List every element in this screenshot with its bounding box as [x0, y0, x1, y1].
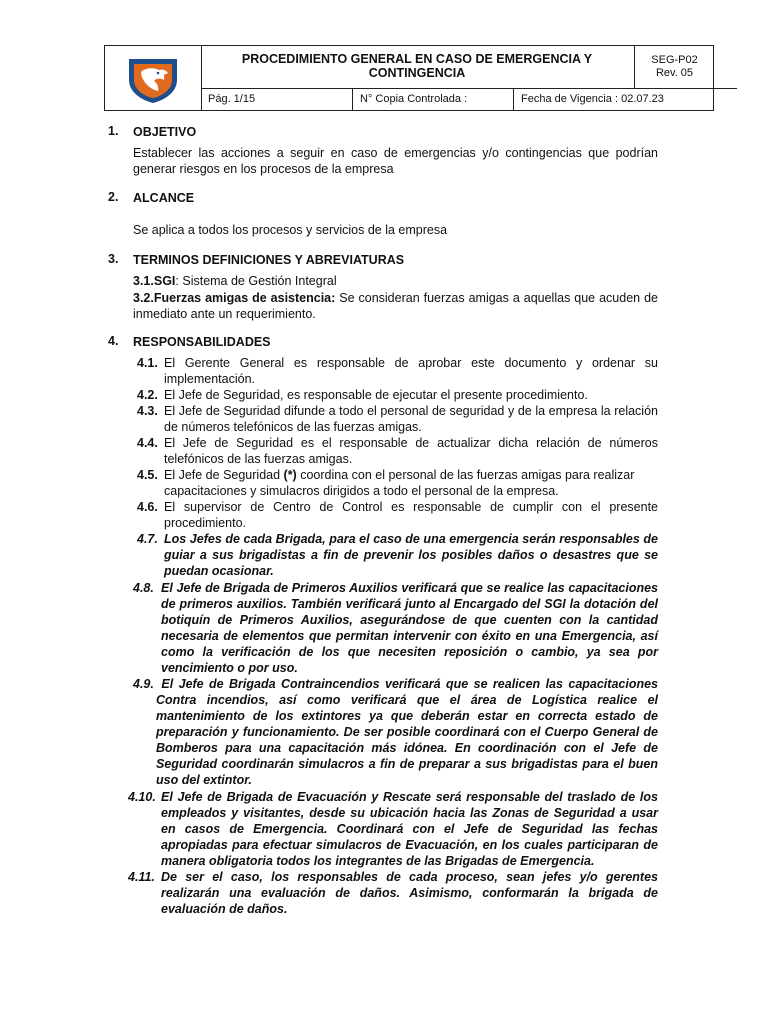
- item-number: 4.8.: [133, 581, 154, 595]
- section-4-title: RESPONSABILIDADES: [133, 335, 271, 349]
- item-text: El supervisor de Centro de Control es responsable de cumplir con el presente procedimiento.: [164, 500, 658, 530]
- definition-term: Fuerzas amigas de asistencia:: [153, 291, 336, 305]
- item-number: 4.10.: [128, 790, 156, 804]
- item-number: 4.11.: [128, 870, 155, 884]
- item-text: El Jefe de Brigada de Evacuación y Rescate será responsable del traslado de los empleados y visitantes, desde su ubicación hacia las Zonas de Seguridad a usar en casos de Emergencia. Coordinará con el Jefe de Seguridad las fechas apropiadas para efectuar simulacros de Evacuación, en los cuales participaran de manera obligatoria todos los integrantes de las Brigadas de Emergencia.: [161, 790, 658, 868]
- code-cell: [634, 46, 714, 89]
- responsibility-item: [137, 531, 658, 579]
- definition-fuerzas-amigas: [133, 290, 658, 322]
- item-text: El Jefe de Seguridad difunde a todo el personal de seguridad y de la empresa la relación de números telefónicos de las fuerzas amigas.: [164, 404, 658, 434]
- section-4-number: 4.: [108, 334, 119, 348]
- document-title: PROCEDIMIENTO GENERAL EN CASO DE EMERGENCIA Y CONTINGENCIA: [241, 52, 593, 80]
- responsibility-item: [137, 355, 658, 387]
- item-number: 4.9.: [133, 677, 154, 691]
- definition-number: 3.2.: [133, 291, 154, 305]
- section-1-number: 1.: [108, 124, 119, 138]
- responsibility-item: [137, 467, 658, 499]
- section-2-text: Se aplica a todos los procesos y servicios de la empresa: [133, 223, 448, 237]
- section-2-number: 2.: [108, 190, 119, 204]
- section-2-title: ALCANCE: [133, 191, 195, 205]
- section-1-title: OBJETIVO: [133, 125, 197, 139]
- item-number: 4.3.: [137, 404, 158, 418]
- item-text: El Jefe de Brigada Contraincendios verificará que se realicen las capacitaciones Contra incendios, así como verificará que el área de Logística realice el mantenimiento de los extintores ya que deberán estar en correcta estado de preparación y funcionamiento. De ser posible coordinará con el Cuerpo General de Bomberos para una capacitación más idónea. En coordinación con el Jefe de Seguridad coordinarán simulacros a fin de preparar a sus brigadistas para el buen uso del extintor.: [156, 677, 658, 787]
- responsibility-item: [137, 499, 658, 531]
- item-text: El Gerente General es responsable de aprobar este documento y ordenar su implementación.: [164, 356, 658, 386]
- item-text: El Jefe de Seguridad: [164, 468, 284, 482]
- item-number: 4.2.: [137, 388, 158, 402]
- effective-date: Fecha de Vigencia : 02.07.23: [513, 89, 714, 110]
- item-number: 4.6.: [137, 500, 158, 514]
- logo-cell: [105, 46, 202, 110]
- definition-number: 3.1.: [133, 274, 154, 288]
- item-number: 4.7.: [137, 532, 158, 546]
- document-revision: Rev. 05: [655, 67, 694, 79]
- responsibility-item: [128, 789, 658, 869]
- item-text: Los Jefes de cada Brigada, para el caso de una emergencia serán responsables de guiar a sus brigadistas a fin de prevenir los posibles daños o desastres que se puedan ocasionar.: [164, 532, 658, 578]
- item-number: 4.5.: [137, 468, 158, 482]
- copy-control: N° Copia Controlada :: [352, 89, 513, 110]
- section-3-title: TERMINOS DEFINICIONES Y ABREVIATURAS: [133, 253, 405, 267]
- responsibility-item: [128, 869, 658, 917]
- company-logo-icon: [127, 56, 179, 104]
- document-header: [104, 45, 714, 111]
- responsibility-item: [137, 403, 658, 435]
- document-code: SEG-P02: [651, 54, 698, 66]
- section-3-number: 3.: [108, 252, 119, 266]
- definition-term: SGI: [153, 274, 176, 288]
- item-number: 4.1.: [137, 356, 158, 370]
- item-text: De ser el caso, los responsables de cada proceso, sean jefes y/o gerentes realizarán una evaluación de daños. Asimismo, conformarán la brigada de evaluación de daños.: [161, 870, 658, 916]
- section-1-text: Establecer las acciones a seguir en caso de emergencias y/o contingencias que podrían generar riesgos en los procesos de la empresa: [133, 146, 658, 176]
- definition-text: : Sistema de Gestión Integral: [175, 274, 337, 288]
- definition-sgi: [133, 273, 658, 289]
- responsibility-item: [133, 580, 658, 676]
- item-text: coordina con el personal de las fuerzas amigas para realizar capacitaciones y simulacros dirigidos a todo el personal de la empresa.: [164, 468, 635, 498]
- item-number: 4.4.: [137, 436, 158, 450]
- item-text-mark: (*): [283, 468, 297, 482]
- page-number: Pág. 1/15: [208, 93, 256, 105]
- item-text: El Jefe de Seguridad, es responsable de ejecutar el presente procedimiento.: [164, 388, 588, 402]
- responsibility-item: [133, 676, 658, 788]
- responsibility-item: [137, 387, 658, 403]
- definition-text: Se consideran fuerzas amigas a aquellas que acuden de inmediato ante un requerimiento.: [133, 291, 658, 321]
- responsibility-item: [137, 435, 658, 467]
- item-text: El Jefe de Seguridad es el responsable de actualizar dicha relación de números telefónicos de las fuerzas amigas.: [164, 436, 658, 466]
- item-text: El Jefe de Brigada de Primeros Auxilios verificará que se realice las capacitaciones de primeros auxilios. También verificará junto al Encargado del SGI la dotación del botiquín de Primeros Auxilios, asegurándose de que cuenten con la cantidad necesaria de elementos que permitan intervenir con éxito en una Emergencia, así como la verificación de los que necesiten reposición o cambio, ya sea por vencimiento o por uso.: [161, 581, 658, 675]
